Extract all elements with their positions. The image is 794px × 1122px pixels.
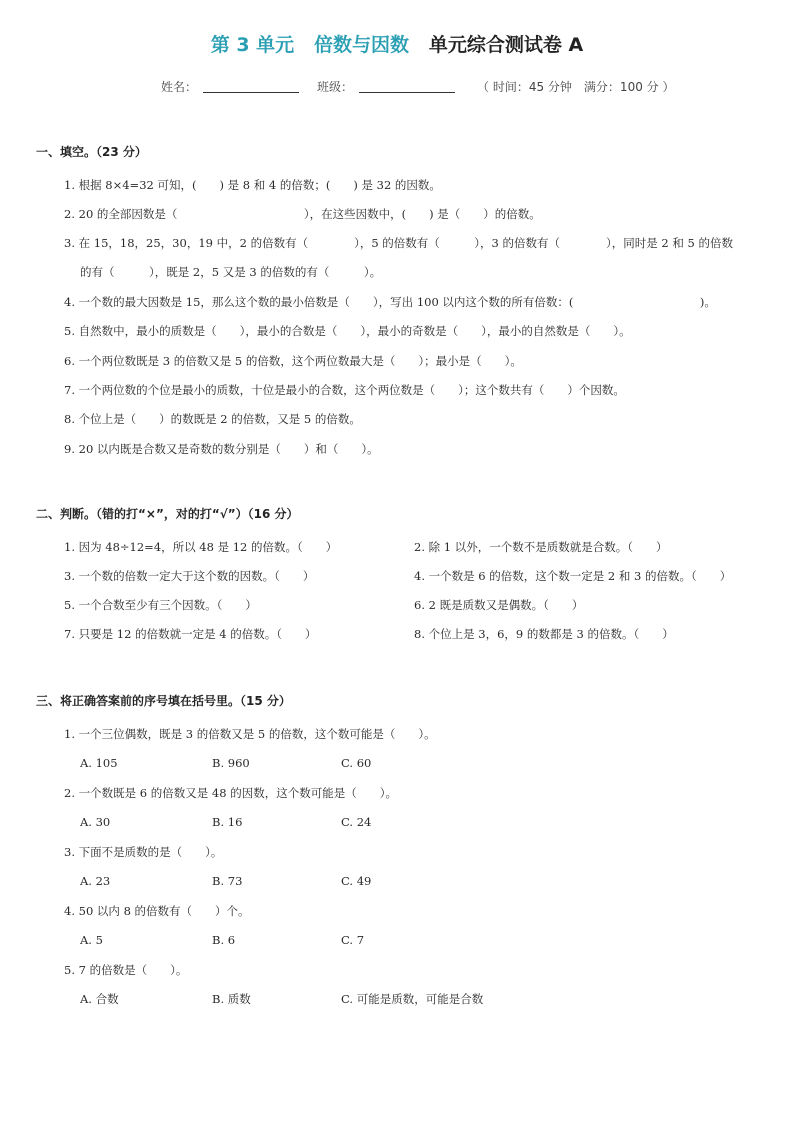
judge-item-8: 8. 个位上是 3，6，9 的数都是 3 的倍数。（ ） xyxy=(414,627,674,641)
section-3-heading: 三、将正确答案前的序号填在括号里。（15 分） xyxy=(36,694,291,708)
section-1-heading: 一、填空。（23 分） xyxy=(36,145,147,159)
class-blank[interactable] xyxy=(359,80,455,93)
choice-1-option-a: A. 105 xyxy=(80,756,118,770)
title-subtitle: 单元综合测试卷 A xyxy=(428,34,584,56)
choice-5-option-c: C. 可能是质数，可能是合数 xyxy=(341,992,484,1006)
judge-item-4: 4. 一个数是 6 的倍数，这个数一定是 2 和 3 的倍数。（ ） xyxy=(414,569,732,583)
name-blank[interactable] xyxy=(203,80,299,93)
choice-3-option-b: B. 73 xyxy=(212,874,243,888)
choice-4-option-b: B. 6 xyxy=(212,933,236,947)
page-title xyxy=(0,30,794,57)
choice-1-option-b: B. 960 xyxy=(212,756,250,770)
class-label: 班级： xyxy=(317,80,354,94)
fill-item-6: 6. 一个两位数既是 3 的倍数又是 5 的倍数，这个两位数最大是（ ）；最小是（ ）。 xyxy=(64,354,522,368)
choice-2-option-a: A. 30 xyxy=(80,815,111,829)
judge-item-1: 1. 因为 48÷12=4，所以 48 是 12 的倍数。（ ） xyxy=(64,540,338,554)
title-unit: 第 3 单元 xyxy=(210,34,295,56)
fill-item-3: 3. 在 15，18，25，30，19 中，2 的倍数有（ ），5 的倍数有（ ），3 的倍数有（ ），同时是 2 和 5 的倍数 xyxy=(64,236,734,250)
exam-meta: （ 时间：45 分钟 满分：100 分 ） xyxy=(477,80,675,94)
choice-1-option-c: C. 60 xyxy=(341,756,372,770)
fill-item-2: 2. 20 的全部因数是（ ），在这些因数中，( ) 是（ ）的倍数。 xyxy=(64,207,541,221)
choice-question-3: 3. 下面不是质数的是（ ）。 xyxy=(64,845,223,859)
choice-question-1: 1. 一个三位偶数，既是 3 的倍数又是 5 的倍数，这个数可能是（ ）。 xyxy=(64,727,436,741)
choice-2-option-c: C. 24 xyxy=(341,815,372,829)
choice-5-option-b: B. 质数 xyxy=(212,992,251,1006)
choice-3-option-c: C. 49 xyxy=(341,874,372,888)
judge-item-3: 3. 一个数的倍数一定大于这个数的因数。（ ） xyxy=(64,569,315,583)
fill-item-9: 9. 20 以内既是合数又是奇数的数分别是（ ）和（ ）。 xyxy=(64,442,379,456)
choice-5-option-a: A. 合数 xyxy=(80,992,119,1006)
judge-item-7: 7. 只要是 12 的倍数就一定是 4 的倍数。（ ） xyxy=(64,627,317,641)
judge-item-2: 2. 除 1 以外，一个数不是质数就是合数。（ ） xyxy=(414,540,668,554)
fill-item-8: 8. 个位上是（ ）的数既是 2 的倍数，又是 5 的倍数。 xyxy=(64,412,361,426)
choice-question-4: 4. 50 以内 8 的倍数有（ ）个。 xyxy=(64,904,250,918)
fill-item-5: 5. 自然数中，最小的质数是（ ），最小的合数是（ ），最小的奇数是（ ），最小的自然数是（ ）。 xyxy=(64,324,631,338)
fill-item-7: 7. 一个两位数的个位是最小的质数，十位是最小的合数，这个两位数是（ ）；这个数共有（ ）个因数。 xyxy=(64,383,625,397)
fill-item-4: 4. 一个数的最大因数是 15，那么这个数的最小倍数是（ ），写出 100 以内这个数的所有倍数：( )。 xyxy=(64,295,716,309)
choice-3-option-a: A. 23 xyxy=(80,874,111,888)
judge-item-5: 5. 一个合数至少有三个因数。（ ） xyxy=(64,598,257,612)
choice-2-option-b: B. 16 xyxy=(212,815,243,829)
fill-item-3-cont: 的有（ ），既是 2，5 又是 3 的倍数的有（ ）。 xyxy=(80,265,382,279)
choice-question-5: 5. 7 的倍数是（ ）。 xyxy=(64,963,188,977)
section-2-heading: 二、判断。（错的打“×”，对的打“√”）（16 分） xyxy=(36,507,299,521)
fill-item-1: 1. 根据 8×4=32 可知，( ) 是 8 和 4 的倍数；( ) 是 32 的因数。 xyxy=(64,178,441,192)
title-topic: 倍数与因数 xyxy=(314,34,410,56)
choice-question-2: 2. 一个数既是 6 的倍数又是 48 的因数，这个数可能是（ ）。 xyxy=(64,786,397,800)
name-label: 姓名： xyxy=(161,80,198,94)
student-info-row xyxy=(161,78,674,95)
choice-4-option-a: A. 5 xyxy=(80,933,103,947)
judge-item-6: 6. 2 既是质数又是偶数。（ ） xyxy=(414,598,584,612)
choice-4-option-c: C. 7 xyxy=(341,933,365,947)
